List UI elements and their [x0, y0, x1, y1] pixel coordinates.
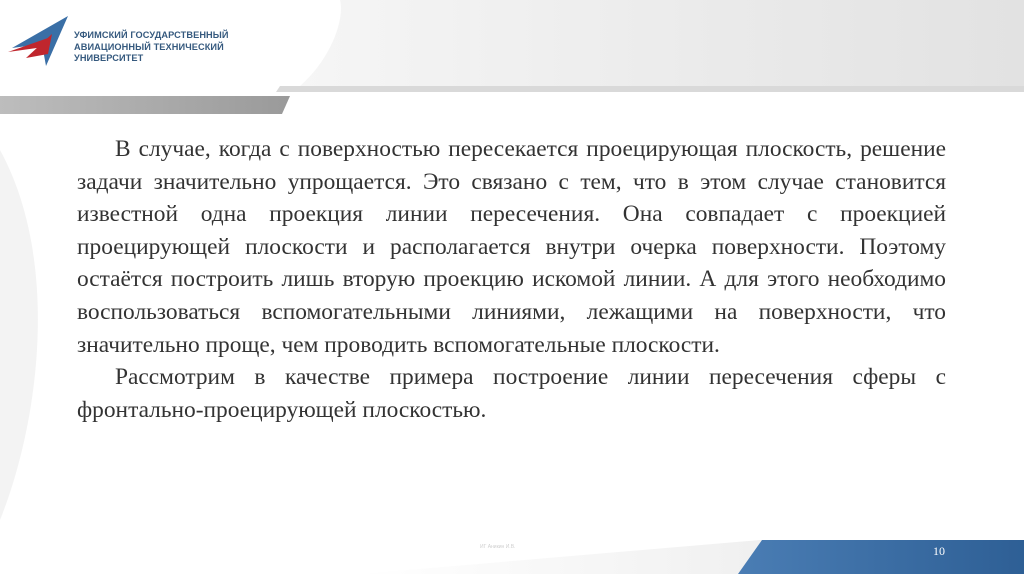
paragraph-1: В случае, когда с поверхностью пересекается проецирующая плоскость, решение задачи значительно упрощается. Это связано с тем, что в этом случае становится известной одна проекция линии пересечения. Она совпадает с проекцией проецирующей плоскости и располагается внутри очерка поверхности. Поэтому остаётся построить лишь вторую проекцию искомой линии. А для этого необходимо воспользоваться вспомогательными линиями, лежащими на поверхности, что значительно проще, чем проводить вспомогательные плоскости.	[77, 136, 946, 358]
footer-note: ИГ Аникин И.В.	[480, 544, 516, 550]
header-grey-bar	[0, 96, 290, 114]
footer-blue-corner	[738, 540, 1024, 574]
slide-body	[77, 133, 946, 426]
university-name	[74, 30, 229, 65]
university-name-line-1: УФИМСКИЙ ГОСУДАРСТВЕННЫЙ	[74, 30, 229, 40]
header-shade	[276, 86, 1024, 92]
page-number: 10	[933, 544, 945, 558]
university-name-line-2: АВИАЦИОННЫЙ ТЕХНИЧЕСКИЙ	[74, 41, 224, 52]
university-logo	[8, 14, 268, 74]
left-swoosh	[0, 150, 38, 520]
university-name-line-3: УНИВЕРСИТЕТ	[74, 53, 144, 63]
paragraph-2: Рассмотрим в качестве примера построение линии пересечения сферы с фронтально-проецирующей плоскостью.	[77, 364, 946, 423]
university-logo-icon	[8, 14, 72, 66]
